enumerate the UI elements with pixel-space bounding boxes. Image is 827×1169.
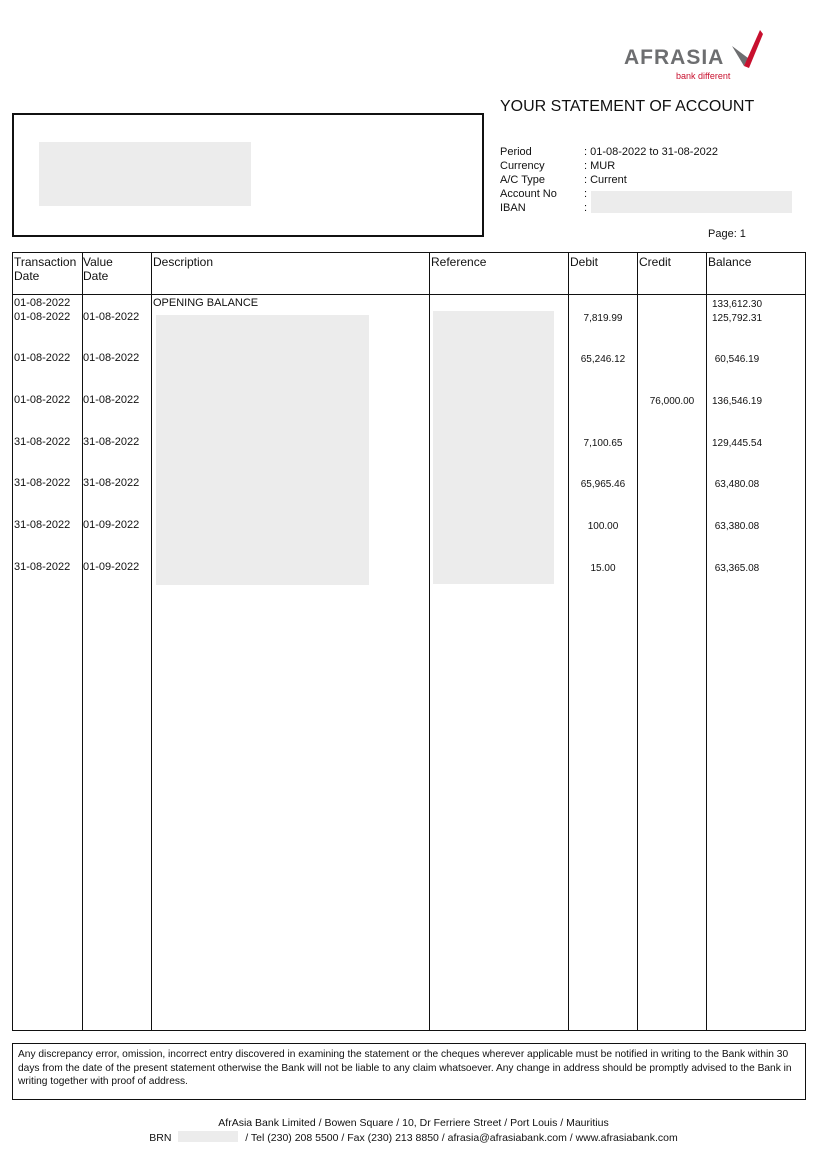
transaction-date: 01-08-2022 [14,352,71,364]
transaction-date: 31-08-2022 [14,519,71,531]
transaction-date: 01-08-2022 [14,394,71,406]
header-transaction-date: Transaction Date [14,255,77,283]
logo-mark-icon [730,28,764,74]
header-divider [13,294,805,295]
page-number: Page: 1 [708,228,746,240]
statement-title: YOUR STATEMENT OF ACCOUNT [500,98,755,115]
header-description: Description [153,255,214,269]
column-divider [637,253,638,1030]
value-date: 01-08-2022 [83,311,140,323]
account-info-label: A/C Type [500,174,546,186]
transaction-date: 01-08-2022 [14,311,71,323]
value-date: 01-09-2022 [83,561,140,573]
transaction-description: OPENING BALANCE [153,297,259,309]
value-date: 31-08-2022 [83,477,140,489]
column-divider [82,253,83,1030]
redacted-descriptions [156,315,369,585]
footer-contact-text: / Tel (230) 208 5500 / Fax (230) 213 8850 / afrasia@afrasiabank.com / www.afrasiabank.com [245,1132,678,1144]
account-info-value: : Current [584,174,627,186]
balance-amount: 63,380.08 [714,521,760,532]
account-info-value: : 01-08-2022 to 31-08-2022 [584,146,718,158]
balance-amount: 60,546.19 [714,354,760,365]
transaction-date: 31-08-2022 [14,561,71,573]
column-divider [706,253,707,1030]
balance-amount: 63,480.08 [714,479,760,490]
column-divider [151,253,152,1030]
header-debit: Debit [570,255,599,269]
footer-contact [0,1131,827,1144]
debit-amount: 65,965.46 [580,479,626,490]
header-value-date: Value Date [83,255,113,283]
header-balance: Balance [708,255,752,269]
account-info-label: Period [500,146,532,158]
debit-amount: 7,100.65 [583,438,623,449]
debit-amount: 15.00 [590,563,616,574]
footer-brn-label: BRN [149,1132,172,1144]
column-divider [429,253,430,1030]
value-date: 01-09-2022 [83,519,140,531]
bank-logo [624,28,764,84]
discrepancy-notice: Any discrepancy error, omission, incorrect entry discovered in examining the statement or the cheques wherever applicable must be notified in writing to the Bank within 30 days from the date of the present statement otherwise the Bank will not be liable to any claim whatsoever. Any change in address should be promptly advised to the Bank in writing together with proof of address. [12,1043,806,1100]
account-info-row [500,173,718,187]
account-info-value: : MUR [584,160,616,172]
address-box [12,113,484,237]
value-date: 31-08-2022 [83,436,140,448]
header-reference: Reference [431,255,487,269]
transactions-table [12,252,806,1031]
balance-amount: 125,792.31 [711,313,763,324]
debit-amount: 65,246.12 [580,354,626,365]
value-date: 01-08-2022 [83,352,140,364]
account-info-label: Account No [500,188,557,200]
balance-amount: 63,365.08 [714,563,760,574]
transaction-date: 31-08-2022 [14,436,71,448]
redacted-brn [178,1131,238,1142]
balance-amount: 133,612.30 [711,299,763,310]
debit-amount: 100.00 [587,521,619,532]
account-info-value: : [584,202,588,214]
transaction-date: 31-08-2022 [14,477,71,489]
credit-amount: 76,000.00 [649,396,695,407]
account-info-label: Currency [500,160,545,172]
redacted-address [39,142,251,206]
account-info-value: : [584,188,588,200]
balance-amount: 129,445.54 [711,438,763,449]
debit-amount: 7,819.99 [583,313,623,324]
account-info-row [500,145,718,159]
transaction-date: 01-08-2022 [14,297,71,309]
logo-wordmark: AFRASIA [624,46,725,69]
redacted-references [433,311,554,584]
account-info-label: IBAN [500,202,526,214]
account-info-row [500,159,718,173]
logo-tagline: bank different [676,71,731,81]
value-date: 01-08-2022 [83,394,140,406]
footer-address: AfrAsia Bank Limited / Bowen Square / 10, Dr Ferriere Street / Port Louis / Mauritius [218,1117,609,1129]
header-credit: Credit [639,255,672,269]
balance-amount: 136,546.19 [711,396,763,407]
column-divider [568,253,569,1030]
redacted-account-number [591,191,792,213]
